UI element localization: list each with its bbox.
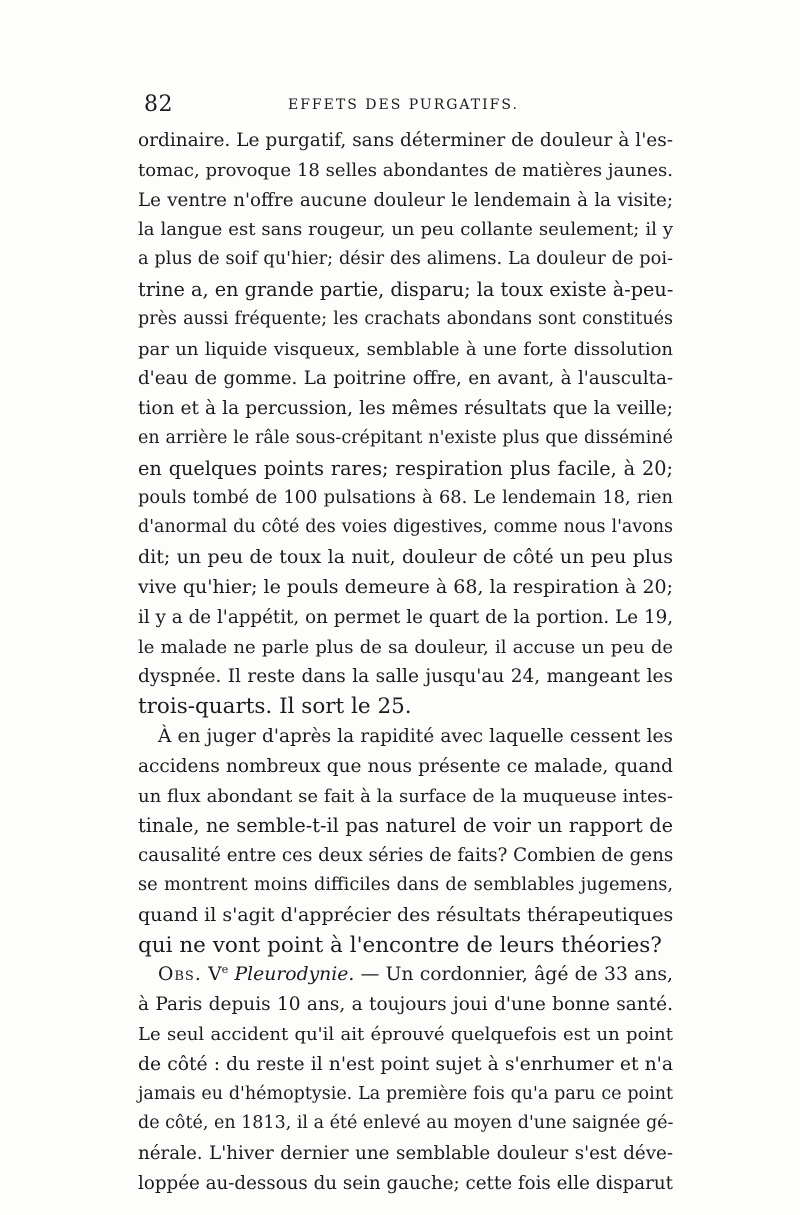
- text-line: causalité entre ces deux séries de faits? Combien de gens: [138, 845, 674, 867]
- text-line: pouls tombé de 100 pulsations à 68. Le lendemain 18, rien: [138, 487, 673, 508]
- text-line: d'eau de gomme. La poitrine offre, en avant, à l'ausculta-: [138, 368, 673, 390]
- text-line: trine a, en grande partie, disparu; la toux existe à-peu-: [138, 277, 674, 301]
- text-line: Le ventre n'offre aucune douleur le lendemain à la visite;: [138, 189, 673, 211]
- observation-title: Pleurodynie.: [234, 964, 355, 986]
- text-line: À en juger d'après la rapidité avec laquelle cessent les: [158, 725, 673, 747]
- text-line: par un liquide visqueux, semblable à une forte dissolution: [138, 338, 673, 360]
- text-line: tomac, provoque 18 selles abondantes de matières jaunes.: [138, 159, 673, 181]
- body-text: [138, 126, 673, 1199]
- text-line: loppée au-dessous du sein gauche; cette fois elle disparut: [138, 1172, 673, 1194]
- observation-label: Obs.: [158, 964, 202, 986]
- text-line: la langue est sans rougeur, un peu collante seulement; il y: [138, 219, 673, 241]
- text-line: nérale. L'hiver dernier une semblable douleur s'est déve-: [138, 1143, 673, 1165]
- observation-number-suffix: e: [221, 963, 229, 977]
- text-line: de côté : du reste il n'est point sujet à s'enrhumer et n'a: [138, 1053, 673, 1075]
- text-line: Le seul accident qu'il ait éprouvé quelquefois est un point: [138, 1023, 673, 1045]
- observation-number: V: [208, 964, 222, 986]
- text-line: d'anormal du côté des voies digestives, comme nous l'avons: [138, 517, 673, 538]
- text-line: le malade ne parle plus de sa douleur, il accuse un peu de: [138, 636, 673, 658]
- page-header: [138, 92, 673, 118]
- text-line: a plus de soif qu'hier; désir des alimens. La douleur de poi-: [138, 249, 673, 270]
- text-line: à Paris depuis 10 ans, a toujours joui d'une bonne santé.: [138, 994, 673, 1016]
- observation-heading-line: [138, 960, 673, 990]
- text-line: se montrent moins difficiles dans de semblables jugemens,: [138, 874, 673, 895]
- text-line: tinale, ne semble-t-il pas naturel de voir un rapport de: [138, 814, 673, 838]
- text-line: vive qu'hier; le pouls demeure à 68, la respiration à 20;: [138, 575, 674, 598]
- text-line: près aussi fréquente; les crachats abondans sont constitués: [138, 308, 673, 329]
- text-line: jamais eu d'hémoptysie. La première fois qu'a paru ce point: [138, 1083, 673, 1104]
- running-head: EFFETS DES PURGATIFS.: [288, 97, 519, 113]
- text-line: dyspnée. Il reste dans la salle jusqu'au 24, mangeant les: [138, 666, 673, 688]
- text-line: accidens nombreux que nous présente ce malade, quand: [138, 755, 673, 777]
- text-line: de côté, en 1813, il a été enlevé au moyen d'une saignée gé-: [138, 1113, 674, 1134]
- page-number: 82: [144, 92, 173, 117]
- observation-intro: — Un cordonnier, âgé de 33 ans,: [354, 964, 673, 986]
- text-line: dit; un peu de toux la nuit, douleur de côté un peu plus: [138, 546, 673, 569]
- text-line: en arrière le râle sous-crépitant n'existe plus que disséminé: [138, 427, 673, 448]
- text-line: il y a de l'appétit, on permet le quart de la portion. Le 19,: [138, 606, 673, 628]
- text-line: trois-quarts. Il sort le 25.: [138, 694, 412, 720]
- text-line: ordinaire. Le purgatif, sans déterminer de douleur à l'es-: [138, 130, 673, 151]
- text-line: quand il s'agit d'apprécier des résultats thérapeutiques: [138, 903, 674, 926]
- text-line: en quelques points rares; respiration plus facile, à 20;: [138, 456, 673, 480]
- text-line: un flux abondant se fait à la surface de la muqueuse intes-: [138, 785, 673, 807]
- text-line: tion et à la percussion, les mêmes résultats que la veille;: [138, 398, 673, 420]
- text-line: qui ne vont point à l'encontre de leurs théories?: [138, 932, 662, 958]
